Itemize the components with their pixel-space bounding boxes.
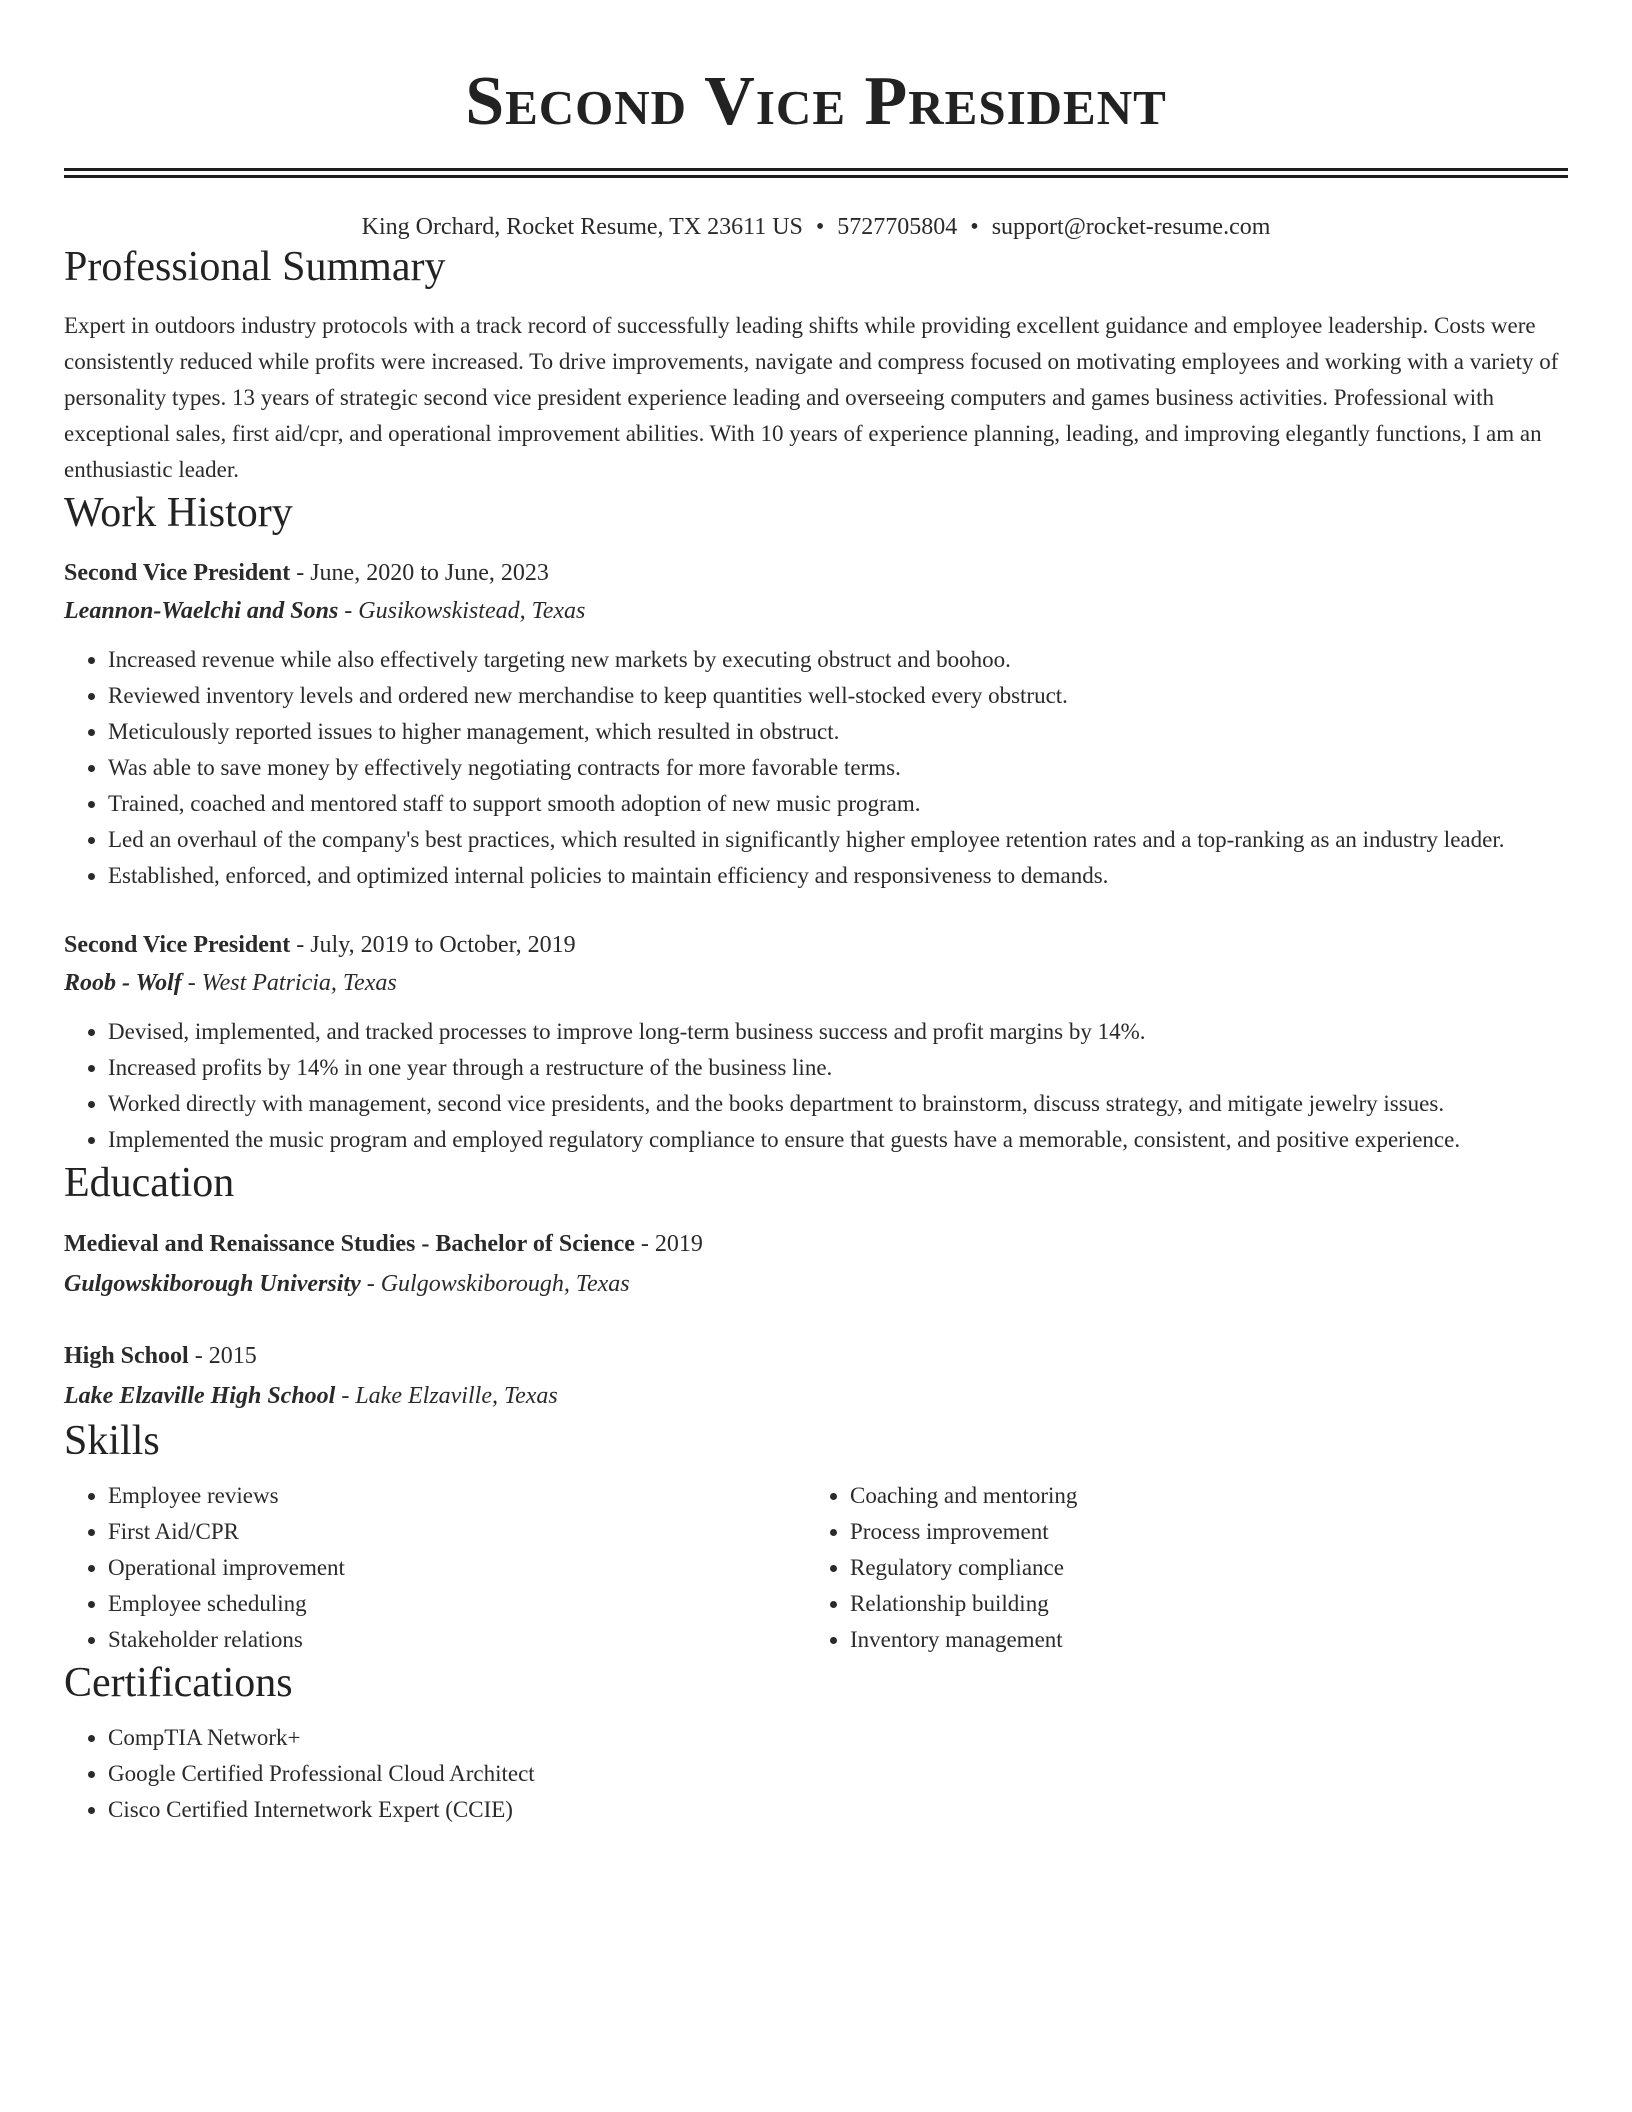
summary-text: Expert in outdoors industry protocols with a track record of successfully leading shifts while providing excellent guidance and employee leadership. Costs were consistently reduced while profits were increased. To drive improvements, navigate and compress focused on motivating employees and working with a variety of personality types. 13 years of strategic second vice president experience leading and overseeing computers and games business activities. Professional with exceptional sales, first aid/cpr, and operational improvement abilities. With 10 years of experience planning, leading, and improving elegantly functions, I am an enthusiastic leader. xyxy=(64,313,1559,482)
job-bullet: • Worked directly with management, second vice presidents, and the books department to brainstorm, discuss strategy, and mitigate jewelry issues. xyxy=(108,1086,1568,1122)
education-school-line xyxy=(64,1376,1568,1416)
job-employer-line xyxy=(64,964,1568,1002)
contact-phone: 5727705804 xyxy=(837,214,958,240)
certification-item: • CompTIA Network+ xyxy=(108,1720,1568,1756)
education-entry xyxy=(64,1224,1568,1304)
skill-item: • Employee scheduling xyxy=(108,1586,806,1622)
skill-item: • Relationship building xyxy=(850,1586,1568,1622)
skill-item: • First Aid/CPR xyxy=(108,1514,806,1550)
skills-list-right xyxy=(806,1478,1568,1658)
education-location: - Gulgowskiborough, Texas xyxy=(360,1271,630,1297)
job-role: Second Vice President xyxy=(64,560,291,586)
certification-item: • Cisco Certified Internetwork Expert (CCIE) xyxy=(108,1792,1568,1828)
job-bullet: • Trained, coached and mentored staff to support smooth adoption of new music program. xyxy=(108,786,1568,822)
contact-email: support@rocket-resume.com xyxy=(991,214,1271,240)
job-bullet: • Implemented the music program and employed regulatory compliance to ensure that guests have a memorable, consistent, and positive experience. xyxy=(108,1122,1568,1158)
job-employer-line xyxy=(64,592,1568,630)
education-school: Gulgowskiborough University xyxy=(64,1271,361,1297)
education-heading xyxy=(64,1224,1568,1264)
job-heading xyxy=(64,926,1568,964)
job-heading xyxy=(64,554,1568,592)
job-bullet: • Meticulously reported issues to higher management, which resulted in obstruct. xyxy=(108,714,1568,750)
education-degree: High School xyxy=(64,1343,189,1369)
skill-item: • Stakeholder relations xyxy=(108,1622,806,1658)
skills-list-left xyxy=(64,1478,806,1658)
job-bullet: • Led an overhaul of the company's best practices, which resulted in significantly higher employee retention rates and a top-ranking as an industry leader. xyxy=(108,822,1568,858)
job-bullet: • Was able to save money by effectively negotiating contracts for more favorable terms. xyxy=(108,750,1568,786)
education-school-line xyxy=(64,1264,1568,1304)
job-entry xyxy=(64,554,1568,894)
contact-separator: • xyxy=(970,214,979,240)
contact-line xyxy=(64,212,1568,242)
skill-item: • Process improvement xyxy=(850,1514,1568,1550)
job-bullet: • Increased revenue while also effectively targeting new markets by executing obstruct and boohoo. xyxy=(108,642,1568,678)
skill-item: • Inventory management xyxy=(850,1622,1568,1658)
job-location: - West Patricia, Texas xyxy=(181,970,397,996)
job-location: - Gusikowskistead, Texas xyxy=(338,598,586,624)
header-double-rule xyxy=(64,168,1568,178)
job-dates: - June, 2020 to June, 2023 xyxy=(290,560,549,586)
certifications-list xyxy=(64,1720,1568,1828)
section-title-work-history: Work History xyxy=(64,490,293,536)
education-entry xyxy=(64,1336,1568,1416)
job-bullet: • Increased profits by 14% in one year through a restructure of the business line. xyxy=(108,1050,1568,1086)
skill-item: • Operational improvement xyxy=(108,1550,806,1586)
section-title-skills: Skills xyxy=(64,1418,160,1464)
job-bullet-list xyxy=(64,642,1568,894)
skill-item: • Coaching and mentoring xyxy=(850,1478,1568,1514)
education-year: - 2019 xyxy=(634,1231,703,1257)
section-title-summary: Professional Summary xyxy=(64,244,446,290)
education-location: - Lake Elzaville, Texas xyxy=(335,1383,558,1409)
certification-item: • Google Certified Professional Cloud Architect xyxy=(108,1756,1568,1792)
job-entry xyxy=(64,926,1568,1158)
education-heading xyxy=(64,1336,1568,1376)
contact-address: King Orchard, Rocket Resume, TX 23611 US xyxy=(361,214,803,240)
section-title-certifications: Certifications xyxy=(64,1660,293,1706)
skill-item: • Regulatory compliance xyxy=(850,1550,1568,1586)
resume-name-heading: Second Vice President xyxy=(465,63,1167,140)
job-bullet-list xyxy=(64,1014,1568,1158)
skill-item: • Employee reviews xyxy=(108,1478,806,1514)
job-bullet: • Devised, implemented, and tracked processes to improve long-term business success and profit margins by 14%. xyxy=(108,1014,1568,1050)
job-role: Second Vice President xyxy=(64,932,291,958)
education-degree: Medieval and Renaissance Studies - Bachelor of Science xyxy=(64,1231,635,1257)
education-year: - 2015 xyxy=(188,1343,257,1369)
job-company: Roob - Wolf xyxy=(64,970,182,996)
contact-separator: • xyxy=(815,214,825,240)
skills-grid xyxy=(64,1478,1568,1658)
job-dates: - July, 2019 to October, 2019 xyxy=(290,932,576,958)
job-bullet: • Reviewed inventory levels and ordered new merchandise to keep quantities well-stocked every obstruct. xyxy=(108,678,1568,714)
section-title-education: Education xyxy=(64,1160,235,1206)
education-school: Lake Elzaville High School xyxy=(64,1383,336,1409)
job-company: Leannon-Waelchi and Sons xyxy=(64,598,339,624)
job-bullet: • Established, enforced, and optimized internal policies to maintain efficiency and responsiveness to demands. xyxy=(108,858,1568,894)
